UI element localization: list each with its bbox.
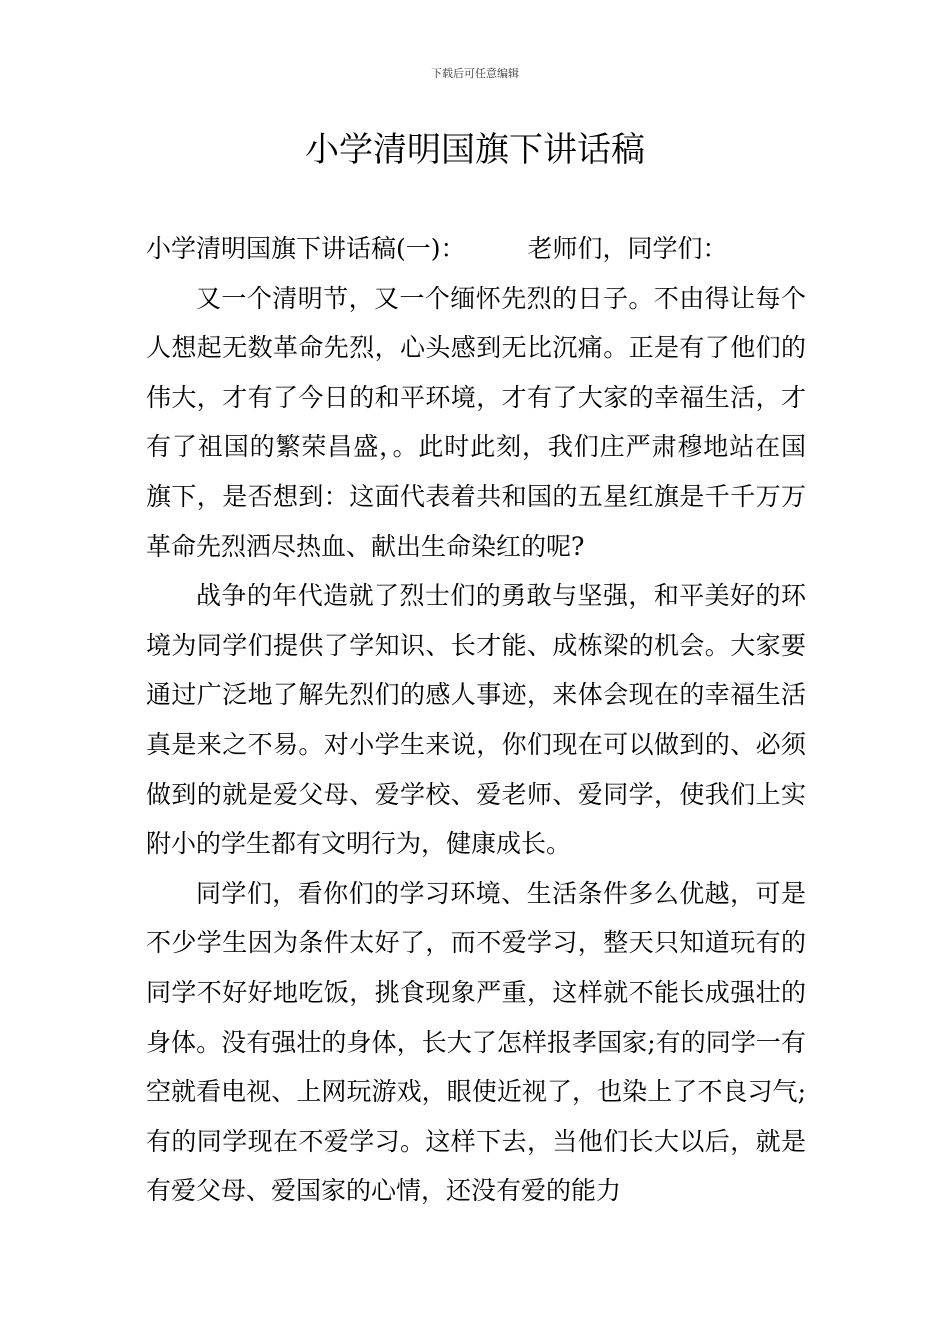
- intro-line: [146, 224, 806, 274]
- header-note: 下载后可任意编辑: [431, 67, 519, 80]
- document-title: 小学清明国旗下讲话稿: [305, 130, 645, 170]
- intro-subtitle: 小学清明国旗下讲话稿(一)：: [146, 234, 466, 263]
- intro-greeting: 老师们，同学们：: [527, 234, 728, 263]
- paragraph-3: 同学们，看你们的学习环境、生活条件多么优越，可是不少学生因为条件太好了，而不爱学习，整天只知道玩有的同学不好好地吃饭，挑食现象严重，这样就不能长成强壮的身体。没有强壮的身体，长大了怎样报孝国家;有的同学一有空就看电视、上网玩游戏，眼使近视了，也染上了不良习气;有的同学现在不爱学习。这样下去，当他们长大以后，就是有爱父母、爱国家的心情，还没有爱的能力: [146, 878, 806, 1206]
- document-body: [146, 224, 806, 1216]
- paragraph-1: 又一个清明节，又一个缅怀先烈的日子。不由得让每个人想起无数革命先烈，心头感到无比沉痛。正是有了他们的伟大，才有了今日的和平环境，才有了大家的幸福生活，才有了祖国的繁荣昌盛，。此时此刻，我们庄严肃穆地站在国旗下，是否想到：这面代表着共和国的五星红旗是千千万万革命先烈洒尽热血、献出生命染红的呢?: [146, 283, 806, 561]
- paragraph-2: 战争的年代造就了烈士们的勇敢与坚强，和平美好的环境为同学们提供了学知识、长才能、成栋梁的机会。大家要通过广泛地了解先烈们的感人事迹，来体会现在的幸福生活真是来之不易。对小学生来说，你们现在可以做到的、必须做到的就是爱父母、爱学校、爱老师、爱同学，使我们上实附小的学生都有文明行为，健康成长。: [146, 581, 806, 859]
